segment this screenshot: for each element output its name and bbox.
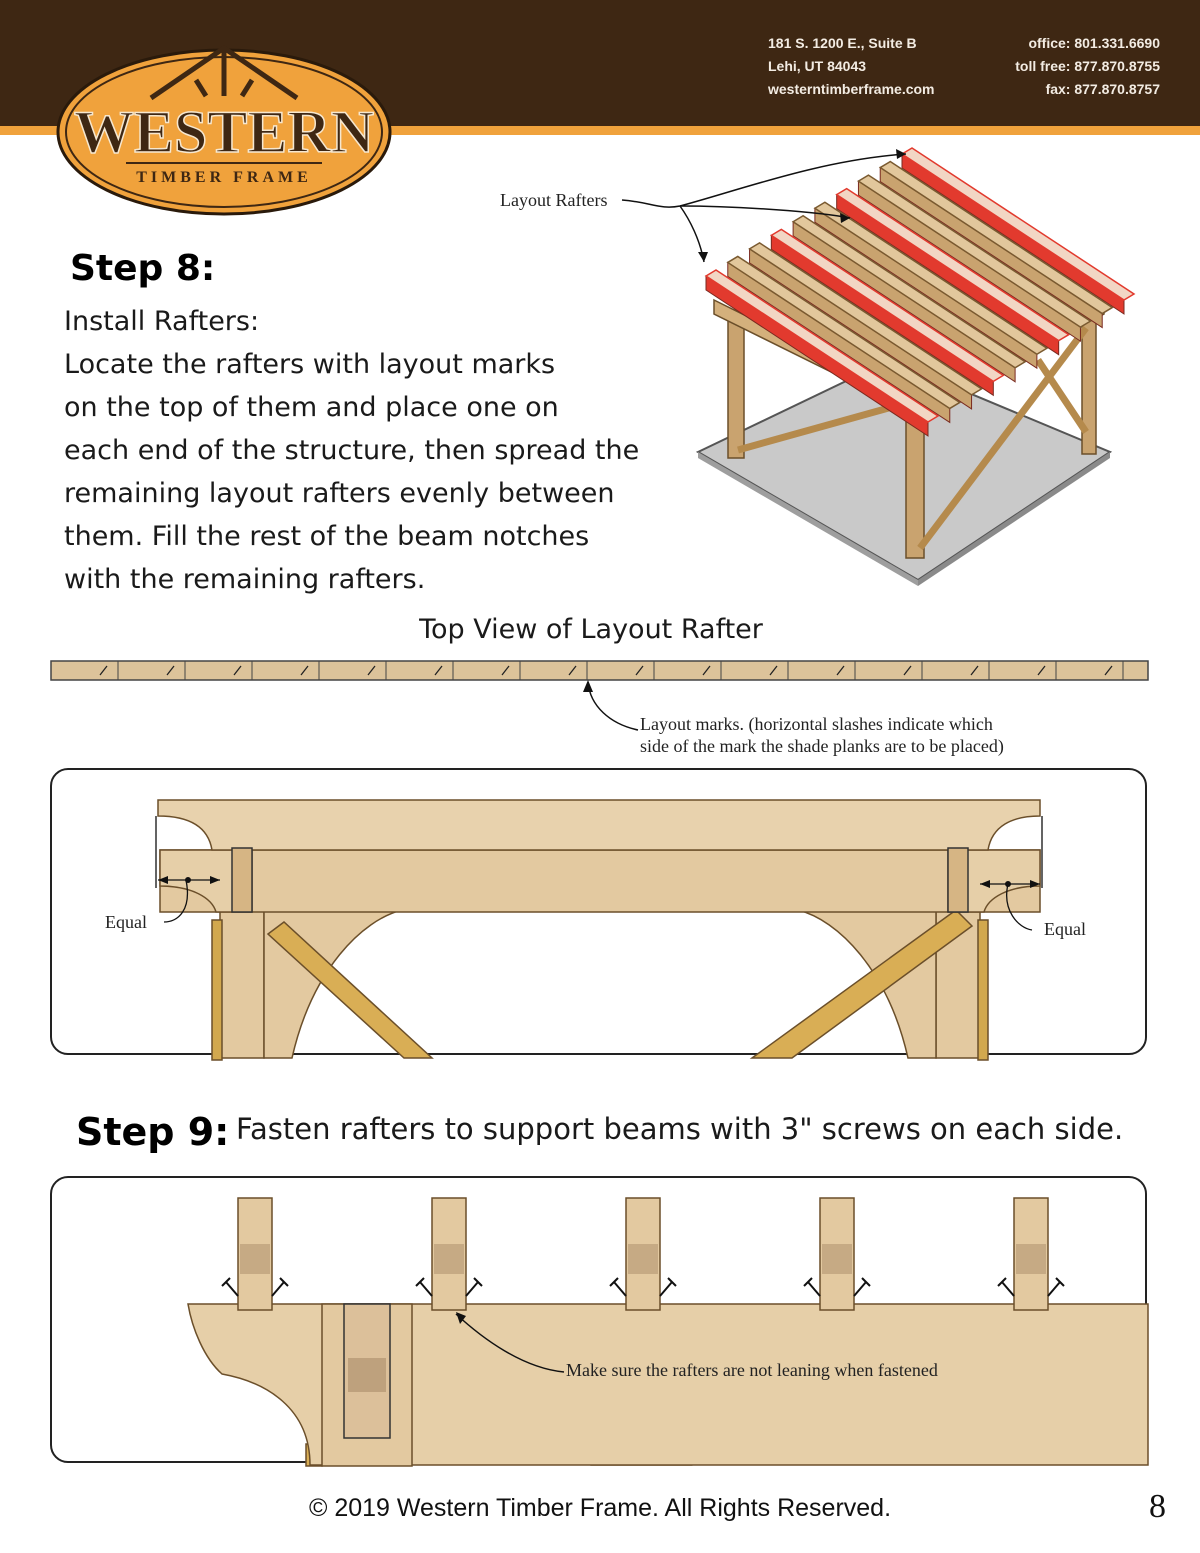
rafter-end	[610, 1198, 676, 1310]
address-line-2: Lehi, UT 84043	[768, 58, 867, 74]
screw-icon	[1048, 1278, 1064, 1296]
screw-icon	[272, 1278, 288, 1296]
fax-number: fax: 877.870.8757	[1045, 81, 1160, 97]
phone-block	[1015, 32, 1160, 101]
rafter-top-view-title: Top View of Layout Rafter	[419, 614, 763, 645]
screw-icon	[610, 1278, 626, 1296]
page-number: 8	[1149, 1488, 1166, 1525]
screw-icon	[998, 1278, 1014, 1296]
step-8-line: with the remaining rafters.	[64, 564, 426, 595]
rafters-group	[706, 148, 1134, 436]
western-timber-frame-logo	[56, 40, 392, 216]
pergola-isometric-illustration	[500, 140, 1160, 590]
screw-icon	[854, 1278, 870, 1296]
footer-copyright: © 2019 Western Timber Frame. All Rights Reserved.	[308, 1494, 892, 1522]
step-8-line: each end of the structure, then spread the	[64, 435, 640, 466]
step-8-instructions	[64, 300, 704, 601]
address-block	[768, 32, 935, 101]
rafter-end	[804, 1198, 870, 1310]
fastening-note: Make sure the rafters are not leaning when fastened	[566, 1360, 938, 1380]
step-9-instruction: Fasten rafters to support beams with 3" screws on each side.	[236, 1112, 1124, 1146]
rafter	[158, 800, 1040, 850]
address-line-1: 181 S. 1200 E., Suite B	[768, 35, 917, 51]
step-8-line: them. Fill the rest of the beam notches	[64, 521, 590, 552]
layout-marks-note-line-1: Layout marks. (horizontal slashes indicate which	[640, 714, 993, 734]
rafter-fastening-panel	[50, 1176, 1147, 1463]
logo-tagline: TIMBER FRAME	[136, 169, 312, 186]
screw-icon	[804, 1278, 820, 1296]
step-8-title: Step 8:	[70, 248, 216, 289]
equal-label-left: Equal	[105, 912, 147, 932]
step-8-line: on the top of them and place one on	[64, 392, 559, 423]
office-phone: office: 801.331.6690	[1028, 35, 1160, 51]
step-9-title: Step 9:	[76, 1110, 230, 1154]
layout-marks-note-line-2: side of the mark the shade planks are to be placed)	[640, 736, 1004, 756]
rafter-end	[998, 1198, 1064, 1310]
screw-icon	[416, 1278, 432, 1296]
step-8-subtitle: Install Rafters:	[64, 306, 260, 337]
step-8-line: Locate the rafters with layout marks	[64, 349, 556, 380]
curved-braces	[264, 910, 936, 1058]
rafters-with-screws	[222, 1198, 1064, 1310]
layout-rafters-callout: Layout Rafters	[500, 190, 608, 210]
equal-label-right: Equal	[1044, 919, 1086, 939]
website-link[interactable]: westerntimberframe.com	[768, 81, 935, 97]
logo-wordmark: WESTERN	[73, 99, 375, 165]
screw-icon	[466, 1278, 482, 1296]
step-8-line: remaining layout rafters evenly between	[64, 478, 615, 509]
rafter-overhang-side-view-panel	[50, 768, 1147, 1055]
screw-icon	[222, 1278, 238, 1296]
rafter-end	[416, 1198, 482, 1310]
rafter-end	[222, 1198, 288, 1310]
support-beam	[160, 850, 1040, 912]
toll-free-phone: toll free: 877.870.8755	[1015, 58, 1160, 74]
screw-icon	[660, 1278, 676, 1296]
